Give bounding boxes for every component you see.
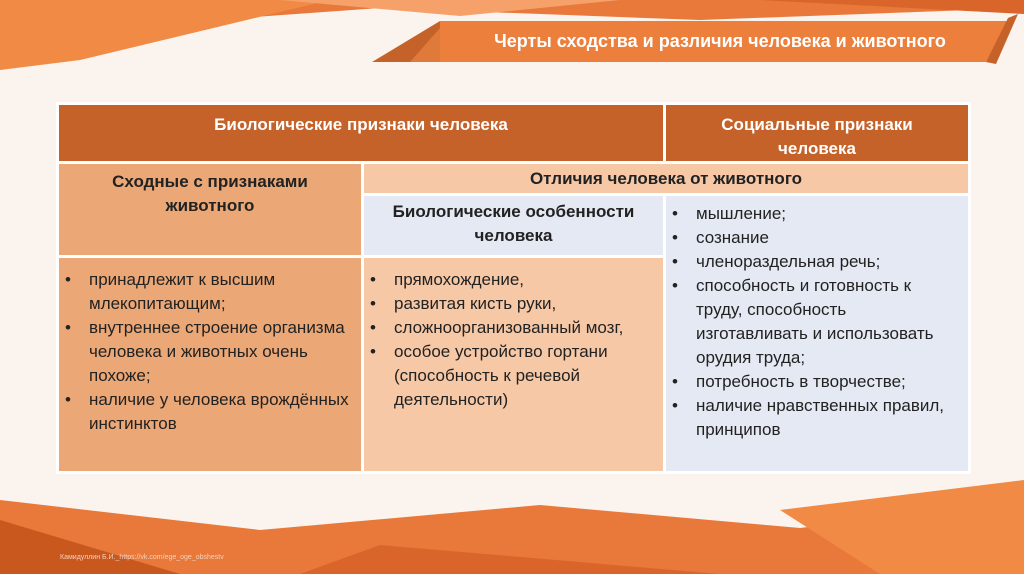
bio-features-cell — [363, 257, 665, 473]
similar-header — [58, 163, 363, 257]
list-item: • внутреннее строение организма человека и животных очень похоже; — [59, 316, 355, 388]
list-item: • способность и готовность к труду, способность изготавливать и использовать орудия труда; — [666, 274, 962, 370]
list-item: • прямохождение, — [364, 268, 657, 292]
list-item: • развитая кисть руки, — [364, 292, 657, 316]
list-item: • сложноорганизованный мозг, — [364, 316, 657, 340]
bio-features-line1: Биологические особенности — [392, 202, 635, 221]
bio-features-list — [364, 268, 657, 412]
similar-header-line2: животного — [165, 196, 255, 215]
list-item: • особое устройство гортани (способность к речевой деятельности) — [364, 340, 657, 412]
list-item: • наличие нравственных правил, принципов — [666, 394, 962, 442]
social-features-list — [666, 202, 962, 442]
social-features-cell — [665, 195, 970, 473]
header-biological — [58, 104, 665, 163]
list-item: • принадлежит к высшим млекопитающим; — [59, 268, 355, 316]
list-item: • членораздельная речь; — [666, 250, 962, 274]
list-item: • сознание — [666, 226, 962, 250]
table-header-row — [58, 104, 970, 163]
header-social-line2: человека — [778, 139, 856, 158]
header-social — [665, 104, 970, 163]
header-biological-label: Биологические признаки человека — [214, 115, 508, 134]
differences-header-label: Отличия человека от животного — [529, 169, 803, 188]
similar-header-line1: Сходные с признаками — [112, 172, 308, 191]
slide-title: Черты сходства и различия человека и животного — [494, 30, 946, 51]
header-social-line1: Социальные признаки — [721, 115, 913, 134]
similar-features-list — [59, 268, 355, 436]
table-subheader-row — [58, 163, 970, 195]
similar-features-cell — [58, 257, 363, 473]
bio-features-line2: человека — [474, 226, 553, 245]
comparison-table — [56, 102, 971, 474]
footer-credit: Камидуллин Б.И._https://vk.com/ege_oge_obshestv — [60, 554, 224, 561]
list-item: • мышление; — [666, 202, 962, 226]
list-item: • наличие у человека врождённых инстинктов — [59, 388, 355, 436]
bio-features-header — [363, 195, 665, 257]
list-item: • потребность в творчестве; — [666, 370, 962, 394]
differences-header — [363, 163, 970, 195]
